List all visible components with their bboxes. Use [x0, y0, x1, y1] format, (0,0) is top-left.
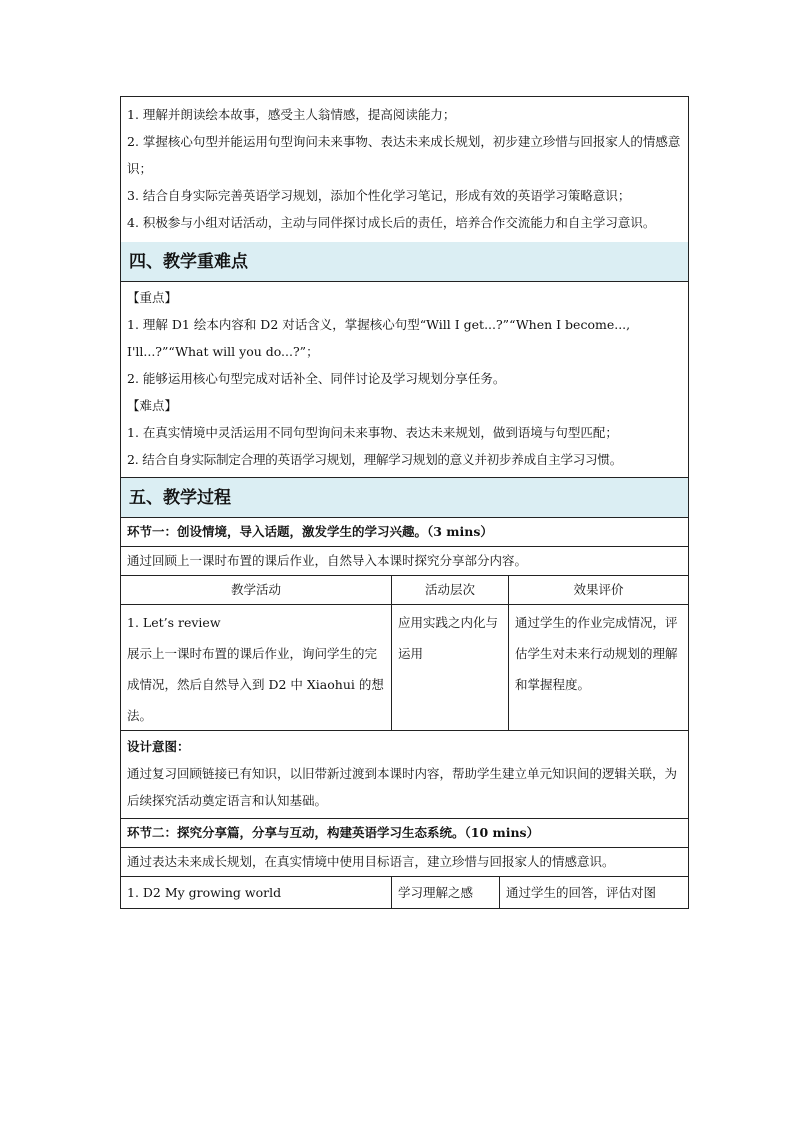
lesson-plan-page — [120, 96, 689, 909]
objective-3: 3. 结合自身实际完善英语学习规划，添加个性化学习笔记，形成有效的英语学习策略意识； — [127, 188, 631, 203]
activity-title: 1. Let’s review — [127, 615, 221, 630]
stage2-level-cell: 学习理解之感 — [392, 877, 500, 908]
header-level: 活动层次 — [392, 576, 509, 604]
design-intent-box — [120, 731, 689, 819]
evaluation-cell: 通过学生的作业完成情况，评估学生对未来行动规划的理解和掌握程度。 — [515, 615, 678, 692]
header-activity: 教学活动 — [121, 576, 392, 604]
stage2-description: 通过表达未来成长规划，在真实情境中使用目标语言，建立珍惜与回报家人的情感意识。 — [120, 848, 689, 877]
key-points-box — [120, 282, 689, 478]
stage2-heading: 环节二：探究分享篇，分享与互动，构建英语学习生态系统。（10 mins） — [120, 819, 689, 848]
objective-2: 2. 掌握核心句型并能运用句型询问未来事物、表达未来成长规划，初步建立珍惜与回报家人的情感意识； — [127, 134, 681, 176]
key-points-label: 【重点】 — [127, 290, 178, 305]
stage2-activity-cell: 1. D2 My growing world — [121, 877, 392, 908]
stage1-table-row — [120, 605, 689, 731]
level-cell: 应用实践之内化与运用 — [392, 605, 509, 730]
objectives-box — [120, 96, 689, 242]
design-intent-text: 通过复习回顾链接已有知识，以旧带新过渡到本课时内容，帮助学生建立单元知识间的逻辑关联，为后续探究活动奠定语言和认知基础。 — [127, 766, 678, 808]
difficult-point-2: 2. 结合自身实际制定合理的英语学习规划，理解学习规划的意义并初步养成自主学习习惯。 — [127, 452, 623, 467]
stage2-evaluation-cell: 通过学生的回答，评估对图 — [506, 885, 657, 900]
activity-cell — [121, 605, 392, 730]
difficult-point-1: 1. 在真实情境中灵活运用不同句型询问未来事物、表达未来规划，做到语境与句型匹配； — [127, 425, 618, 440]
stage1-description: 通过回顾上一课时布置的课后作业，自然导入本课时探究分享部分内容。 — [120, 547, 689, 576]
design-intent-label: 设计意图： — [127, 739, 190, 754]
activity-text: 展示上一课时布置的课后作业，询问学生的完成情况，然后自然导入到 D2 中 Xiaohui 的想法。 — [127, 646, 384, 723]
difficult-points-label: 【难点】 — [127, 398, 178, 413]
section4-heading: 四、教学重难点 — [120, 242, 689, 282]
key-point-1: 1. 理解 D1 绘本内容和 D2 对话含义，掌握核心句型“Will I get...?”“When I become..., I'll...?”“What will you do...?”； — [127, 317, 631, 359]
section5-heading: 五、教学过程 — [120, 478, 689, 518]
stage1-table-header — [120, 576, 689, 605]
stage2-table-row — [120, 877, 689, 909]
objective-1: 1. 理解并朗读绘本故事，感受主人翁情感，提高阅读能力； — [127, 107, 456, 122]
stage1-heading: 环节一：创设情境，导入话题，激发学生的学习兴趣。（3 mins） — [120, 518, 689, 547]
key-point-2: 2. 能够运用核心句型完成对话补全、同伴讨论及学习规划分享任务。 — [127, 371, 506, 386]
objective-4: 4. 积极参与小组对话活动，主动与同伴探讨成长后的责任，培养合作交流能力和自主学习意识。 — [127, 215, 656, 230]
header-evaluation: 效果评价 — [573, 582, 624, 597]
